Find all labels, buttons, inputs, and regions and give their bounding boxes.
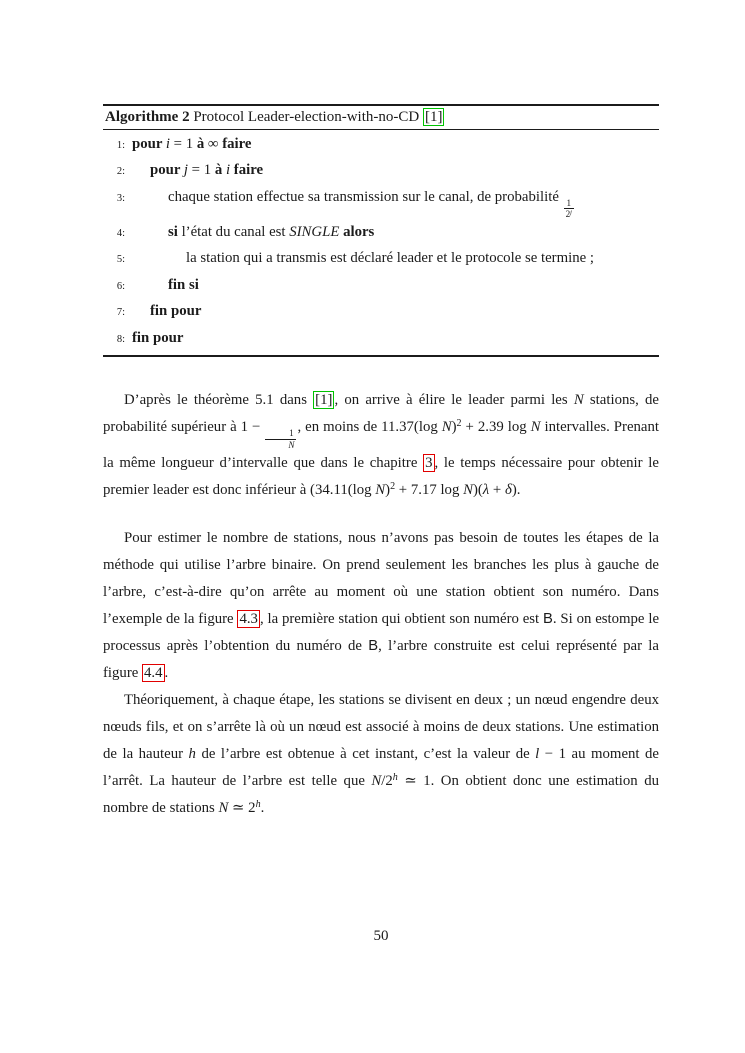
text-segment: fin si — [168, 276, 199, 293]
text-segment: 2 — [390, 481, 396, 493]
algorithm-line — [103, 185, 659, 220]
line-content — [132, 158, 659, 183]
page-number: 50 — [373, 928, 389, 944]
text-segment: l’état du canal est — [177, 223, 290, 240]
text-segment: pour — [132, 136, 166, 152]
text-segment: ∞ — [204, 136, 223, 152]
text-segment: , en moins de 11.37(log — [297, 418, 442, 435]
text-segment: alors — [343, 223, 375, 240]
line-content — [132, 185, 659, 220]
text-segment: , le temps nécessaire pour obtenir le premier leader est donc inférieur à (34.11(log — [103, 455, 659, 499]
text-segment: intervalles. Prenant la même longueur d’intervalle que dans le chapitre — [103, 418, 659, 472]
algorithm-block — [103, 104, 659, 357]
text-segment: 2 — [456, 417, 462, 429]
algorithm-caption — [103, 106, 659, 129]
line-content — [132, 132, 659, 157]
text-segment: j — [183, 162, 188, 179]
text-segment: B — [368, 638, 379, 655]
cross-ref-link[interactable]: 4.4 — [144, 665, 163, 682]
text-segment: B — [543, 611, 553, 628]
text-segment: . — [260, 800, 265, 817]
text-segment: Théoriquement, à chaque étape, les stations se divisent en deux ; un nœud engendre deux nœuds fils, et on s’arrête là où un nœud est associé à moins de deux stations. Une estimation de la hauteur — [103, 692, 659, 763]
line-number: 4: — [116, 227, 125, 239]
text-segment: N — [573, 391, 584, 408]
line-number: 5: — [116, 254, 125, 266]
line-content — [132, 326, 659, 351]
text-segment: h — [188, 746, 196, 763]
text-segment: chaque station effectue sa transmission sur le canal, de probabilité — [168, 188, 563, 205]
text-segment: N — [463, 482, 473, 499]
text-segment: )( — [472, 482, 483, 499]
text-segment: D’après le théorème 5.1 dans — [124, 391, 314, 408]
algorithm-line — [103, 132, 659, 158]
text-segment: i — [225, 162, 231, 179]
algorithm-line — [103, 220, 659, 246]
line-number: 8: — [116, 333, 125, 345]
text-segment: l — [535, 746, 540, 763]
text-segment: + 7.17 log — [395, 482, 464, 499]
citation-link[interactable]: [1] — [424, 109, 443, 125]
text-segment: , on arrive à élire le leader parmi les — [334, 391, 574, 408]
line-content — [132, 246, 659, 271]
line-content — [132, 299, 659, 324]
text-segment: , l’arbre construite est celui représenté par la figure — [103, 638, 659, 682]
line-number: 1: — [116, 140, 125, 151]
text-segment: N — [371, 773, 382, 790]
text-segment: SINGLE — [289, 223, 340, 240]
text-segment: de l’arbre est obtenue à cet instant, c’est la valeur de — [195, 746, 536, 763]
text-segment: . Si on estompe le processus après l’obtention du numéro de — [103, 611, 660, 655]
cross-ref-link[interactable]: 4.3 — [239, 611, 258, 628]
text-segment: N — [375, 482, 386, 499]
text-segment: h — [392, 772, 398, 784]
text-block — [103, 104, 659, 822]
text-segment: , la première station qui obtient son numéro est — [259, 611, 543, 628]
fraction: $\frac{1}{2^j}$ — [565, 197, 572, 220]
fraction: $\frac{1}{N}$ — [265, 428, 296, 450]
algorithm-rule-bottom — [103, 355, 659, 357]
paragraph — [103, 687, 659, 822]
text-segment: δ — [504, 482, 512, 499]
text-segment: − 1 au moment de l’arrêt. La hauteur de l’arbre est telle que — [103, 746, 659, 790]
algorithm-lines — [103, 130, 659, 355]
line-content — [132, 220, 659, 245]
text-segment: /2 — [381, 773, 393, 790]
text-segment: . — [164, 665, 169, 682]
text-segment: ≃ 1. On obtient donc une estimation du nombre de stations — [103, 773, 659, 817]
text-segment: stations, de probabilité supérieur à 1 − — [103, 391, 659, 435]
algorithm-line — [103, 299, 659, 325]
text-segment: = 1 — [187, 162, 215, 179]
text-segment: ) — [385, 482, 391, 499]
text-segment: faire — [233, 162, 264, 179]
text-segment: fin pour — [132, 329, 184, 346]
paragraph — [103, 525, 659, 687]
algorithm-line — [103, 246, 659, 272]
algorithm-line — [103, 273, 659, 299]
algorithm-line — [103, 326, 659, 352]
citation-link[interactable]: [1] — [315, 391, 333, 408]
text-segment: + 2.39 log — [461, 418, 531, 435]
text-segment: i — [165, 136, 170, 152]
text-segment: ≃ 2 — [228, 800, 256, 817]
text-segment: à — [214, 162, 223, 179]
text-segment: Pour estimer le nombre de stations, nous n’avons pas besoin de toutes les étapes de la méthode qui utilise l’arbre binaire. On prend seulement les branches les plus à gauche de l’arbre, c’est-à-dire qu’on arrête au moment où une station obtient son numéro. Dans l’exemple de la figure — [103, 530, 659, 628]
line-number: 3: — [116, 192, 125, 204]
text-segment: ). — [511, 482, 521, 499]
text-segment: λ — [482, 482, 490, 499]
line-number: 6: — [116, 280, 125, 292]
algorithm-title: Protocol Leader-election-with-no-CD — [189, 109, 423, 125]
text-segment: faire — [222, 136, 252, 152]
text-segment: ) — [451, 418, 457, 435]
paragraph — [103, 387, 659, 504]
text-segment: N — [218, 800, 229, 817]
body-paragraphs — [103, 387, 659, 822]
text-segment: fin pour — [150, 303, 202, 320]
text-segment: = 1 — [169, 136, 197, 152]
text-segment: N — [441, 418, 452, 435]
cross-ref-link[interactable]: 3 — [425, 455, 433, 472]
algorithm-line — [103, 158, 659, 184]
text-segment: + — [489, 482, 505, 499]
line-number: 7: — [116, 307, 125, 319]
text-segment: N — [530, 418, 541, 435]
text-segment: la station qui a transmis est déclaré leader et le protocole se termine ; — [186, 250, 594, 267]
text-segment: à — [196, 136, 205, 152]
text-segment: pour — [150, 162, 184, 179]
algorithm-label: Algorithme 2 — [105, 109, 190, 125]
text-segment: h — [255, 799, 261, 811]
text-segment: si — [168, 223, 178, 240]
line-content — [132, 273, 659, 298]
line-number: 2: — [116, 166, 125, 178]
